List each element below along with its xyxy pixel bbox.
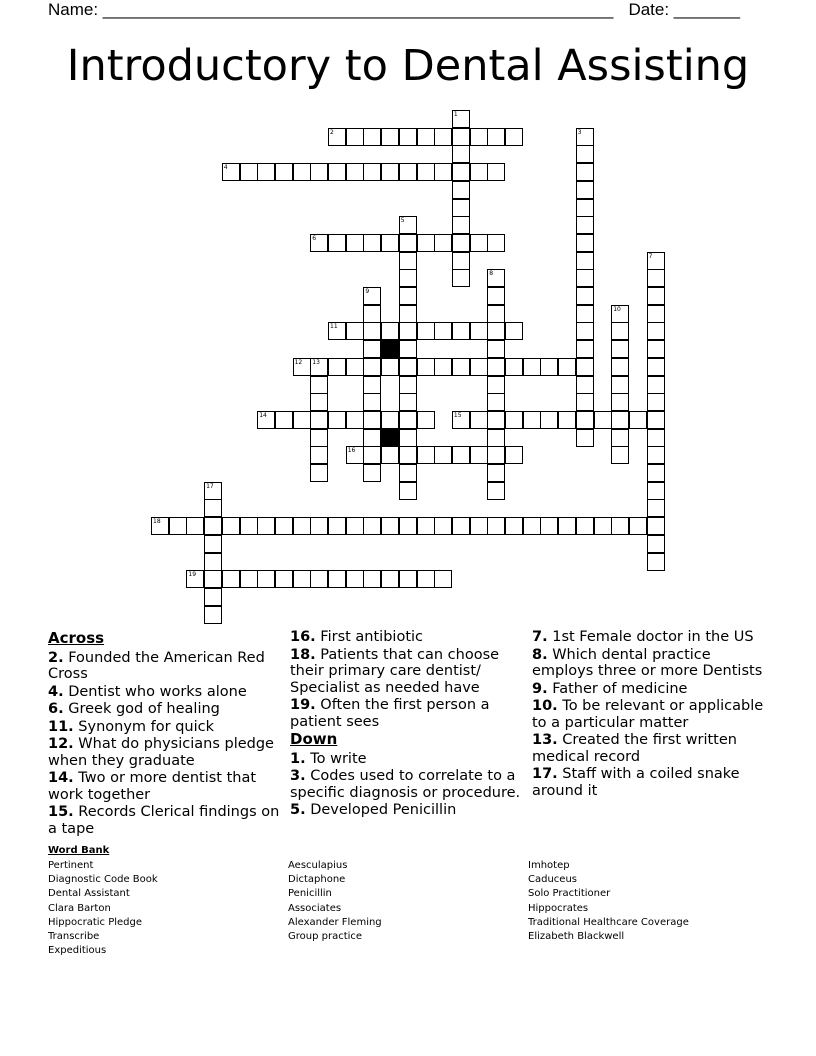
crossword-cell[interactable] — [310, 234, 328, 252]
crossword-cell[interactable] — [452, 358, 470, 376]
crossword-cell[interactable] — [576, 199, 594, 217]
clue-number: 9 — [365, 288, 370, 295]
crossword-cell[interactable] — [647, 287, 665, 305]
crossword-cell[interactable] — [310, 163, 328, 181]
crossword-cell[interactable] — [328, 517, 346, 535]
word-bank-item: Associates — [288, 902, 342, 914]
crossword-cell[interactable] — [576, 358, 594, 376]
clue-number: 5 — [400, 217, 405, 225]
crossword-cell[interactable] — [470, 411, 488, 429]
crossword-cell[interactable] — [363, 393, 381, 411]
crossword-cell[interactable] — [399, 163, 417, 181]
crossword-cell[interactable] — [611, 305, 629, 323]
crossword-cell[interactable] — [310, 464, 328, 482]
crossword-cell[interactable] — [452, 517, 470, 535]
crossword-cell[interactable] — [399, 570, 417, 588]
crossword-cell[interactable] — [310, 376, 328, 394]
crossword-cell[interactable] — [611, 411, 629, 429]
clue-number: 11 — [330, 323, 338, 331]
clue-across-2: 2. Founded the American Red Cross — [48, 649, 265, 682]
crossword-cell[interactable] — [204, 606, 222, 624]
crossword-cell[interactable] — [576, 411, 594, 429]
clues-column-2 — [290, 629, 530, 820]
crossword-cell[interactable] — [275, 163, 293, 181]
word-bank-item: Expeditious — [48, 945, 107, 957]
word-bank-item: Solo Practitioner — [528, 888, 611, 900]
word-bank-item: Transcribe — [48, 931, 100, 943]
crossword-cell[interactable] — [257, 517, 275, 535]
crossword-cell[interactable] — [399, 234, 417, 252]
crossword-cell[interactable] — [576, 517, 594, 535]
clue-across-14: 14. Two or more dentist that work together — [48, 770, 257, 803]
crossword-cell[interactable] — [470, 128, 488, 146]
crossword-cell[interactable] — [487, 446, 505, 464]
word-bank-title: Word Bank — [48, 845, 110, 856]
crossword-cell[interactable] — [487, 163, 505, 181]
crossword-cell[interactable] — [346, 446, 364, 464]
crossword-cell[interactable] — [363, 517, 381, 535]
crossword-cell[interactable] — [647, 252, 665, 270]
crossword-cell[interactable] — [204, 570, 222, 588]
name-line[interactable]: Name: ______________________________________________________ — [48, 0, 614, 19]
clue-number: 3 — [577, 128, 582, 136]
crossword-cell[interactable] — [293, 517, 311, 535]
crossword-cell[interactable] — [576, 252, 594, 270]
crossword-cell[interactable] — [576, 269, 594, 287]
crossword-cell[interactable] — [487, 393, 505, 411]
clue-across-6: 6. Greek god of healing — [48, 701, 220, 717]
crossword-cell[interactable] — [470, 163, 488, 181]
crossword-cell[interactable] — [647, 535, 665, 553]
crossword-cell[interactable] — [363, 446, 381, 464]
crossword-cell[interactable] — [381, 128, 399, 146]
crossword-cell[interactable] — [204, 482, 222, 500]
crossword-cell[interactable] — [381, 446, 399, 464]
crossword-cell[interactable] — [487, 358, 505, 376]
crossword-cell[interactable] — [381, 570, 399, 588]
crossword-cell[interactable] — [399, 269, 417, 287]
crossword-cell[interactable] — [240, 517, 258, 535]
crossword-cell[interactable] — [647, 446, 665, 464]
crossword-cell[interactable] — [399, 128, 417, 146]
crossword-cell[interactable] — [293, 163, 311, 181]
clues-column-3 — [532, 629, 772, 800]
crossword-cell[interactable] — [328, 234, 346, 252]
crossword-cell[interactable] — [204, 588, 222, 606]
crossword-cell[interactable] — [257, 163, 275, 181]
clue-number: 16 — [347, 447, 356, 455]
clue-number: 13 — [312, 358, 320, 366]
crossword-cell[interactable] — [363, 305, 381, 323]
crossword-cell[interactable] — [452, 252, 470, 270]
crossword-cell[interactable] — [452, 199, 470, 217]
crossword-cell[interactable] — [594, 517, 612, 535]
clue-number: 17 — [206, 482, 214, 490]
crossword-cell[interactable] — [417, 322, 435, 340]
crossword-cell[interactable] — [346, 411, 364, 429]
crossword-cell[interactable] — [381, 322, 399, 340]
word-bank-item: Penicillin — [288, 888, 332, 900]
crossword-cell[interactable] — [452, 234, 470, 252]
crossword-cell[interactable] — [487, 269, 505, 287]
crossword-cell[interactable] — [452, 110, 470, 128]
crossword-cell[interactable] — [363, 376, 381, 394]
date-line[interactable]: Date: _______ — [628, 0, 740, 19]
crossword-cell[interactable] — [328, 163, 346, 181]
crossword-cell[interactable] — [558, 411, 576, 429]
crossword-cell[interactable] — [576, 340, 594, 358]
crossword-black-cell — [381, 429, 399, 447]
crossword-cell[interactable] — [505, 446, 523, 464]
crossword-cell[interactable] — [452, 411, 470, 429]
clue-across-11: 11. Synonym for quick — [48, 718, 214, 735]
clue-across-4: 4. Dentist who works alone — [48, 683, 247, 700]
clue-across-12: 12. What do physicians pledge when they graduate — [48, 736, 274, 769]
word-bank-item: Hippocrates — [528, 902, 589, 914]
crossword-cell[interactable] — [399, 429, 417, 447]
page-title: Introductory to Dental Assisting — [66, 41, 750, 91]
crossword-cell[interactable] — [417, 358, 435, 376]
crossword-cell[interactable] — [576, 322, 594, 340]
crossword-cell[interactable] — [310, 393, 328, 411]
clue-number: 10 — [613, 305, 621, 313]
crossword-cell[interactable] — [576, 234, 594, 252]
crossword-cell[interactable] — [151, 517, 169, 535]
crossword-cell[interactable] — [346, 234, 364, 252]
crossword-cell[interactable] — [576, 305, 594, 323]
crossword-cell[interactable] — [452, 446, 470, 464]
crossword-cell[interactable] — [363, 340, 381, 358]
crossword-cell[interactable] — [434, 128, 452, 146]
word-bank-column-1 — [48, 859, 278, 958]
crossword-cell[interactable] — [399, 358, 417, 376]
word-bank-item: Group practice — [288, 931, 363, 943]
crossword-cell[interactable] — [487, 340, 505, 358]
crossword-cell[interactable] — [399, 482, 417, 500]
crossword-cell[interactable] — [381, 234, 399, 252]
crossword-cell[interactable] — [558, 358, 576, 376]
crossword-cell[interactable] — [399, 411, 417, 429]
crossword-cell[interactable] — [293, 411, 311, 429]
crossword-cell[interactable] — [487, 287, 505, 305]
crossword-cell[interactable] — [452, 322, 470, 340]
crossword-cell[interactable] — [240, 163, 258, 181]
crossword-cell[interactable] — [417, 411, 435, 429]
crossword-cell[interactable] — [222, 517, 240, 535]
crossword-cell[interactable] — [611, 429, 629, 447]
crossword-cell[interactable] — [310, 446, 328, 464]
crossword-cell[interactable] — [487, 429, 505, 447]
clue-across-16: 16. First antibiotic — [290, 629, 424, 645]
crossword-cell[interactable] — [452, 145, 470, 163]
crossword-cell[interactable] — [434, 570, 452, 588]
crossword-cell[interactable] — [452, 216, 470, 234]
crossword-cell[interactable] — [417, 163, 435, 181]
crossword-cell[interactable] — [346, 358, 364, 376]
crossword-cell[interactable] — [487, 517, 505, 535]
crossword-cell[interactable] — [647, 517, 665, 535]
crossword-cell[interactable] — [399, 446, 417, 464]
crossword-cell[interactable] — [505, 411, 523, 429]
crossword-cell[interactable] — [328, 358, 346, 376]
crossword-cell[interactable] — [576, 393, 594, 411]
crossword-cell[interactable] — [647, 499, 665, 517]
crossword-cell[interactable] — [611, 358, 629, 376]
crossword-cell[interactable] — [363, 234, 381, 252]
crossword-cell[interactable] — [346, 128, 364, 146]
crossword-cell[interactable] — [275, 570, 293, 588]
word-bank-item: Clara Barton — [48, 902, 111, 914]
crossword-cell[interactable] — [540, 358, 558, 376]
crossword-cell[interactable] — [204, 517, 222, 535]
crossword-cell[interactable] — [399, 305, 417, 323]
crossword-cell[interactable] — [310, 411, 328, 429]
crossword-cell[interactable] — [647, 269, 665, 287]
crossword-cell[interactable] — [487, 322, 505, 340]
crossword-cell[interactable] — [647, 305, 665, 323]
crossword-cell[interactable] — [576, 429, 594, 447]
word-bank-item: Imhotep — [528, 860, 570, 871]
crossword-cell[interactable] — [275, 517, 293, 535]
crossword-cell[interactable] — [594, 411, 612, 429]
crossword-cell[interactable] — [363, 163, 381, 181]
clue-down-13: 13. Created the first written medical record — [532, 732, 737, 765]
clue-number: 7 — [648, 252, 653, 260]
crossword-cell[interactable] — [505, 358, 523, 376]
crossword-cell[interactable] — [434, 358, 452, 376]
crossword-cell[interactable] — [576, 287, 594, 305]
clue-number: 19 — [188, 571, 197, 579]
crossword-cell[interactable] — [470, 358, 488, 376]
crossword-cell[interactable] — [611, 322, 629, 340]
crossword-cell[interactable] — [399, 393, 417, 411]
crossword-cell[interactable] — [523, 517, 541, 535]
crossword-cell[interactable] — [399, 252, 417, 270]
clue-number: 1 — [453, 111, 458, 118]
crossword-cell[interactable] — [452, 269, 470, 287]
clue-number: 4 — [223, 164, 228, 172]
crossword-cell[interactable] — [222, 163, 240, 181]
crossword-cell[interactable] — [576, 181, 594, 199]
word-bank-item: Elizabeth Blackwell — [528, 931, 625, 943]
crossword-cell[interactable] — [647, 553, 665, 571]
clue-number: 2 — [330, 128, 334, 136]
crossword-cell[interactable] — [576, 376, 594, 394]
crossword-cell[interactable] — [381, 163, 399, 181]
crossword-cell[interactable] — [310, 429, 328, 447]
clue-down-9: 9. Father of medicine — [532, 680, 688, 697]
crossword-cell[interactable] — [576, 216, 594, 234]
word-bank-column-3 — [528, 859, 758, 944]
crossword-cell[interactable] — [487, 305, 505, 323]
crossword-cell[interactable] — [363, 322, 381, 340]
crossword-cell[interactable] — [381, 517, 399, 535]
clue-number: 15 — [453, 411, 462, 419]
crossword-cell[interactable] — [240, 570, 258, 588]
crossword-cell[interactable] — [452, 128, 470, 146]
clue-across-19: 19. Often the first person a patient sees — [290, 697, 490, 730]
crossword-cell[interactable] — [647, 429, 665, 447]
crossword-cell[interactable] — [434, 234, 452, 252]
crossword-cell[interactable] — [363, 429, 381, 447]
down-heading: Down — [290, 730, 338, 748]
crossword-cell[interactable] — [647, 376, 665, 394]
crossword-cell[interactable] — [611, 376, 629, 394]
crossword-cell[interactable] — [452, 163, 470, 181]
crossword-cell[interactable] — [310, 570, 328, 588]
clue-down-8: 8. Which dental practice employs three or more Dentists — [532, 646, 763, 679]
crossword-cell[interactable] — [310, 358, 328, 376]
crossword-cell[interactable] — [487, 128, 505, 146]
crossword-cell[interactable] — [470, 234, 488, 252]
crossword-cell[interactable] — [487, 482, 505, 500]
crossword-cell[interactable] — [611, 446, 629, 464]
word-bank-item: Caduceus — [528, 874, 577, 886]
crossword-cell[interactable] — [363, 570, 381, 588]
crossword-cell[interactable] — [363, 287, 381, 305]
crossword-cell[interactable] — [275, 411, 293, 429]
crossword-cell[interactable] — [363, 358, 381, 376]
crossword-cell[interactable] — [363, 128, 381, 146]
crossword-cell[interactable] — [328, 570, 346, 588]
clue-down-7: 7. 1st Female doctor in the US — [532, 629, 754, 645]
crossword-cell[interactable] — [346, 322, 364, 340]
clue-down-5: 5. Developed Penicillin — [290, 802, 457, 818]
crossword-cell[interactable] — [186, 517, 204, 535]
crossword-cell[interactable] — [381, 411, 399, 429]
across-heading: Across — [48, 629, 105, 647]
crossword-cell[interactable] — [363, 464, 381, 482]
crossword-cell[interactable] — [647, 464, 665, 482]
crossword-cell[interactable] — [417, 446, 435, 464]
crossword-cell[interactable] — [470, 517, 488, 535]
clue-down-1: 1. To write — [290, 750, 367, 767]
crossword-cell[interactable] — [540, 411, 558, 429]
clue-down-10: 10. To be relevant or applicable to a particular matter — [532, 698, 764, 731]
crossword-cell[interactable] — [470, 446, 488, 464]
crossword-cell[interactable] — [293, 358, 311, 376]
crossword-cell[interactable] — [647, 482, 665, 500]
crossword-cell[interactable] — [186, 570, 204, 588]
clues-column-1 — [48, 629, 288, 838]
crossword-cell[interactable] — [399, 216, 417, 234]
crossword-cell[interactable] — [576, 163, 594, 181]
crossword-cell[interactable] — [647, 322, 665, 340]
crossword-cell[interactable] — [204, 553, 222, 571]
crossword-cell[interactable] — [487, 411, 505, 429]
crossword-cell[interactable] — [647, 393, 665, 411]
word-bank-column-2 — [288, 859, 518, 944]
crossword-cell[interactable] — [487, 464, 505, 482]
word-bank-item: Pertinent — [48, 860, 94, 871]
word-bank-item: Dictaphone — [288, 874, 346, 886]
word-bank-item: Alexander Fleming — [288, 916, 382, 928]
crossword-cell[interactable] — [629, 411, 647, 429]
crossword-cell[interactable] — [647, 411, 665, 429]
crossword-cell[interactable] — [346, 517, 364, 535]
crossword-cell[interactable] — [505, 517, 523, 535]
word-bank-item: Hippocratic Pledge — [48, 916, 143, 928]
clue-number: 18 — [153, 518, 161, 526]
crossword-cell[interactable] — [399, 340, 417, 358]
crossword-cell[interactable] — [328, 322, 346, 340]
crossword-cell[interactable] — [417, 128, 435, 146]
clue-across-15: 15. Records Clerical findings on a tape — [48, 804, 280, 837]
crossword-cell[interactable] — [647, 340, 665, 358]
crossword-cell[interactable] — [487, 234, 505, 252]
crossword-cell[interactable] — [399, 517, 417, 535]
clue-number: 6 — [312, 234, 317, 242]
crossword-cell[interactable] — [310, 517, 328, 535]
crossword-cell[interactable] — [399, 322, 417, 340]
crossword-cell[interactable] — [204, 535, 222, 553]
crossword-black-cell — [381, 340, 399, 358]
crossword-cell[interactable] — [470, 322, 488, 340]
crossword-cell[interactable] — [611, 393, 629, 411]
clue-down-17: 17. Staff with a coiled snake around it — [532, 766, 740, 799]
crossword-cell[interactable] — [576, 128, 594, 146]
crossword-cell[interactable] — [505, 128, 523, 146]
crossword-cell[interactable] — [257, 411, 275, 429]
crossword-cell[interactable] — [647, 358, 665, 376]
crossword-cell[interactable] — [452, 181, 470, 199]
crossword-cell[interactable] — [629, 517, 647, 535]
crossword-cell[interactable] — [434, 517, 452, 535]
crossword-cell[interactable] — [487, 376, 505, 394]
crossword-cell[interactable] — [523, 358, 541, 376]
crossword-cell[interactable] — [540, 517, 558, 535]
crossword-cell[interactable] — [505, 322, 523, 340]
clue-number: 14 — [259, 411, 267, 419]
crossword-cell[interactable] — [293, 570, 311, 588]
crossword-cell[interactable] — [399, 376, 417, 394]
crossword-cell[interactable] — [417, 570, 435, 588]
word-bank-item: Dental Assistant — [48, 888, 130, 900]
crossword-cell[interactable] — [381, 358, 399, 376]
crossword-cell[interactable] — [204, 499, 222, 517]
crossword-cell[interactable] — [222, 570, 240, 588]
crossword-cell[interactable] — [434, 446, 452, 464]
crossword-cell[interactable] — [611, 340, 629, 358]
clue-number: 12 — [294, 358, 303, 366]
clue-down-3: 3. Codes used to correlate to a specific diagnosis or procedure. — [290, 768, 521, 801]
crossword-cell[interactable] — [611, 517, 629, 535]
crossword-cell[interactable] — [417, 234, 435, 252]
word-bank-item: Diagnostic Code Book — [48, 874, 158, 886]
clue-across-18: 18. Patients that can choose their primary care dentist/ Specialist as needed have — [290, 646, 500, 696]
crossword-cell[interactable] — [399, 287, 417, 305]
crossword-cell[interactable] — [257, 570, 275, 588]
crossword-cell[interactable] — [328, 411, 346, 429]
crossword-cell[interactable] — [346, 570, 364, 588]
crossword-cell[interactable] — [328, 128, 346, 146]
word-bank-item: Aesculapius — [288, 860, 348, 871]
crossword-cell[interactable] — [169, 517, 187, 535]
crossword-cell[interactable] — [434, 163, 452, 181]
crossword-cell[interactable] — [363, 411, 381, 429]
crossword-cell[interactable] — [434, 322, 452, 340]
crossword-cell[interactable] — [399, 464, 417, 482]
crossword-cell[interactable] — [417, 517, 435, 535]
crossword-cell[interactable] — [346, 163, 364, 181]
clue-number: 8 — [489, 270, 494, 278]
word-bank-item: Traditional Healthcare Coverage — [528, 916, 689, 928]
crossword-cell[interactable] — [558, 517, 576, 535]
crossword-cell[interactable] — [523, 411, 541, 429]
crossword-cell[interactable] — [576, 145, 594, 163]
